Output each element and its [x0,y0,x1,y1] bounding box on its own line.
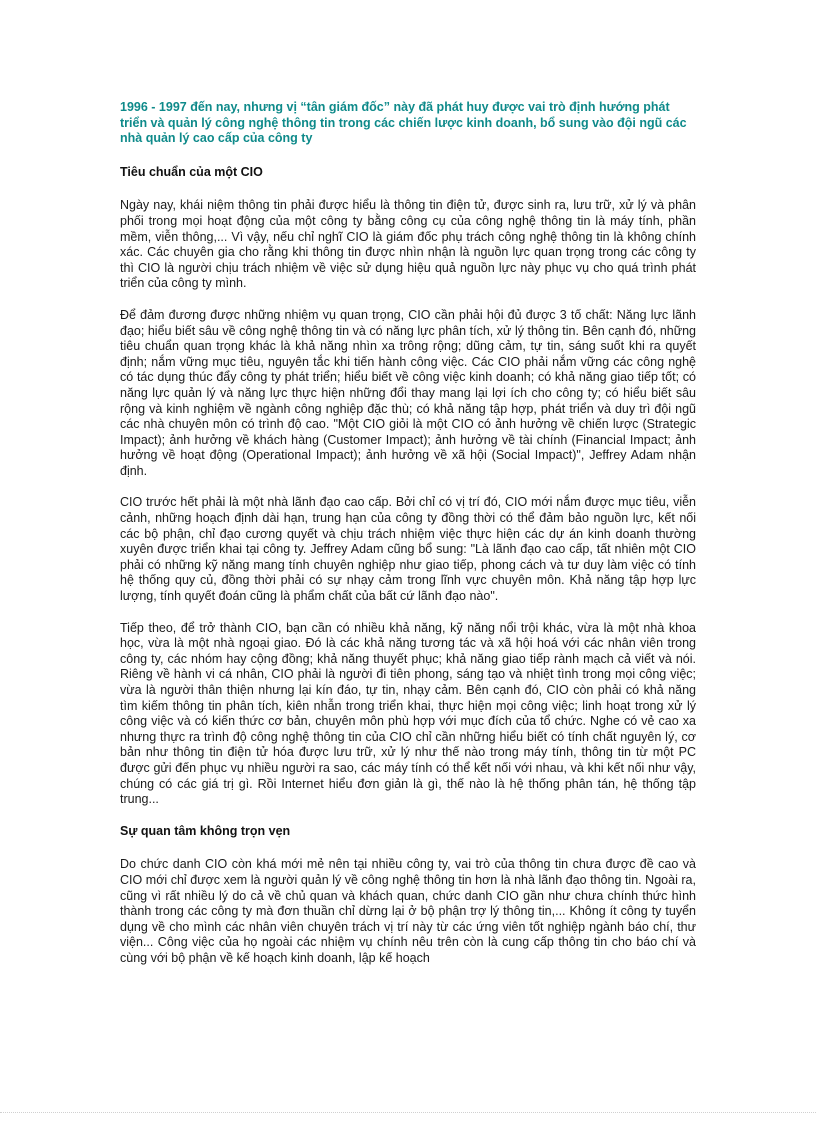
body-paragraph-2: Để đảm đương được những nhiệm vụ quan trọng, CIO cần phải hội đủ được 3 tố chất: Năng lực lãnh đạo; hiểu biết sâu về công nghệ thông tin và có năng lực phân tích, xử lý thông tin. Bên cạnh đó, những tiêu chuẩn quan trọng khác là khả năng nhìn xa trông rộng; dũng cảm, tự tin, sáng suốt khi ra quyết định; nắm vững mục tiêu, nguyên tắc khi tiến hành công việc. Các CIO phải nắm vững các công nghệ có tác dụng thúc đẩy công ty phát triển; hiểu biết về công việc kinh doanh; có khả năng giao tiếp tốt; có năng lực quản lý và năng lực thực hiện những đổi thay mang lại lợi ích cho công ty; có hiểu biết sâu rộng và kinh nghiệm về ngành công nghiệp đặc thù; có khả năng tập hợp, phát triển và duy trì đội ngũ các nhà chuyên môn có trình độ cao. "Một CIO giỏi là một CIO có ảnh hưởng về chiến lược (Strategic Impact); ảnh hưởng về khách hàng (Customer Impact); ảnh hưởng về tài chính (Financial Impact; ảnh hưởng về hoạt động (Operational Impact); ảnh hưởng về xã hội (Social Impact)", Jeffrey Adam nhận định. [120,307,696,478]
lead-paragraph: 1996 - 1997 đến nay, nhưng vị “tân giám đốc” này đã phát huy được vai trò định hướng phát triển và quản lý công nghệ thông tin trong các chiến lược kinh doanh, bổ sung vào đội ngũ các nhà quản lý cao cấp của công ty [120,100,687,146]
section-heading-cio-standards: Tiêu chuẩn của một CIO [120,164,263,179]
body-paragraph-3: CIO trước hết phải là một nhà lãnh đạo cao cấp. Bởi chỉ có vị trí đó, CIO mới nắm được mục tiêu, viễn cảnh, những hoạch định dài hạn, trung hạn của công ty đồng thời có thể đảm bảo nguồn lực, kết nối các bộ phận, chỉ đạo cương quyết và chịu trách nhiệm việc thực hiện các dự án kinh doanh thường xuyên được triển khai tại công ty. Jeffrey Adam cũng bổ sung: "Là lãnh đạo cao cấp, tất nhiên một CIO phải có những kỹ năng mang tính chuyên nghiệp như giao tiếp, phong cách và tư duy làm việc có tính hệ thống quy củ, đồng thời phải có sự nhạy cảm trong lĩnh vực chuyên môn. Khả năng tập hợp lực lượng, tính quyết đoán cũng là phẩm chất của bất cứ lãnh đạo nào". [120,495,696,604]
section-heading-incomplete-attention: Sự quan tâm không trọn vẹn [120,823,291,838]
body-paragraph-4: Tiếp theo, để trở thành CIO, bạn cần có nhiều khả năng, kỹ năng nổi trội khác, vừa là một nhà khoa học, vừa là một nhà ngoại giao. Đó là các khả năng tương tác và xã hội hoá với các nhân viên trong công ty, các nhóm hay cộng đồng; khả năng thuyết phục; khả năng giao tiếp rành mạch cả viết và nói. Riêng về hành vi cá nhân, CIO phải là người đi tiên phong, sáng tạo và nhiệt tình trong mọi công việc; vừa là người thân thiện nhưng lại kín đáo, tự tin, nhạy cảm. Bên cạnh đó, CIO còn phải có khả năng tìm kiếm thông tin phân tích, kiên nhẫn trong triển khai, thực hiện mọi công việc; linh hoạt trong xử lý công việc và có kiến thức cơ bản, chuyên môn phù hợp với mục đích của tổ chức. Nghe có vẻ cao xa nhưng thực ra trình độ công nghệ thông tin của CIO chỉ cần những hiểu biết có tính chất nguyên lý, cơ bản như thông tin điện tử hóa được lưu trữ, xử lý như thế nào trong máy tính, thông tin từ một PC được gửi đến phục vụ nhiều người ra sao, các máy tính có thể kết nối với nhau, và khi kết nối như vậy, chúng có các giá trị gì. Rồi Internet hiểu đơn giản là gì, thế nào là hệ thống phân tán, hệ thống tập trung... [120,620,696,807]
body-paragraph-5: Do chức danh CIO còn khá mới mẻ nên tại nhiều công ty, vai trò của thông tin chưa được đề cao và CIO mới chỉ được xem là người quản lý về công nghệ thông tin hơn là nhà lãnh đạo thông tin. Ngoài ra, cũng vì rất nhiều lý do cả về chủ quan và khách quan, chức danh CIO gần như chưa chính thức hình thành trong các công ty mà đơn thuần chỉ dừng lại ở bộ phận trợ lý thông tin,... Không ít công ty tuyển dụng về cho mình các nhân viên chuyên trách vị trí này từ các ứng viên tốt nghiệp ngành báo chí, thư viện... Công việc của họ ngoài các nhiệm vụ chính nêu trên còn là cung cấp thông tin cho báo chí và cùng với bộ phận về kế hoạch kinh doanh, lập kế hoạch [120,857,696,965]
page-bottom-rule [0,1112,816,1113]
body-paragraph-1: Ngày nay, khái niệm thông tin phải được hiểu là thông tin điện tử, được sinh ra, lưu trữ, xử lý và phân phối trong mọi hoạt động của một công ty bằng công cụ của công nghệ thông tin là máy tính, phần mềm, viễn thông,... Vì vậy, nếu chỉ nghĩ CIO là giám đốc phụ trách công nghệ thông tin là không chính xác. Các chuyên gia cho rằng khi thông tin được nhìn nhận là nguồn lực quan trọng trong các công ty thì CIO là người chịu trách nhiệm về việc sử dụng hiệu quả nguồn lực này phục vụ cho quá trình phát triển của công ty mình. [120,198,696,291]
